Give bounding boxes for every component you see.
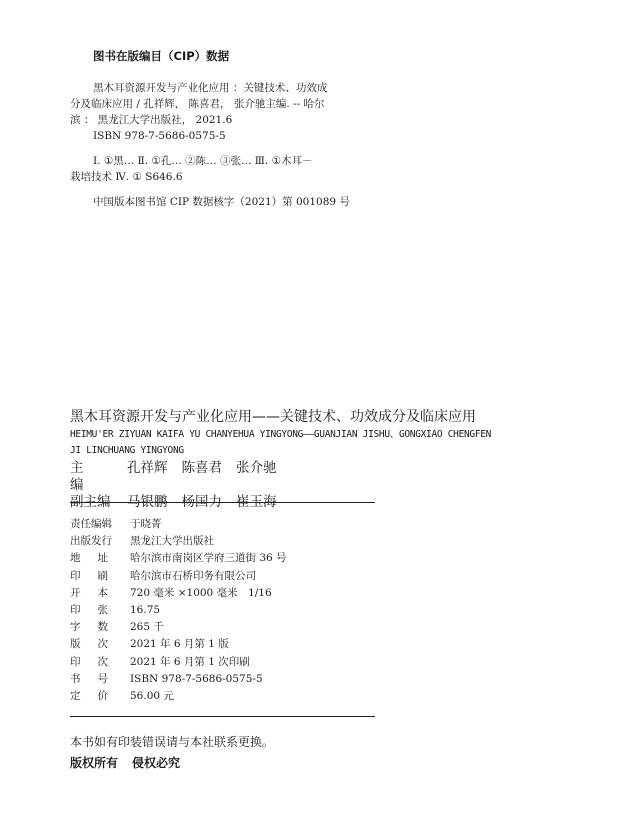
- cip-isbn: ISBN 978-7-5686-0575-5: [93, 130, 226, 142]
- copyright-statement: [70, 754, 180, 771]
- chief-editor-label: 主编: [70, 460, 101, 493]
- publication-value: 黑龙江大学出版社: [130, 535, 214, 548]
- publication-key: 印张: [70, 604, 125, 617]
- publication-row: [70, 602, 287, 619]
- cip-record-number: [70, 194, 400, 210]
- publication-value: 720 毫米 ×1000 毫米 1/16: [130, 586, 272, 599]
- deputy-editor-label: 副主编: [70, 494, 111, 510]
- publication-key: 印刷: [70, 569, 125, 582]
- editor-name: 马银鹏: [127, 494, 168, 510]
- publication-value: 2021 年 6 月第 1 次印刷: [130, 655, 250, 668]
- publication-info: [70, 516, 287, 705]
- publication-row: [70, 550, 287, 567]
- publication-key: 责任编辑: [70, 518, 112, 530]
- editor-name: 孔祥辉: [127, 460, 168, 476]
- publication-value: 于晓菁: [130, 518, 162, 530]
- editors: [70, 460, 291, 511]
- publication-value: 56.00 元: [130, 690, 174, 703]
- publication-value: 265 千: [130, 621, 164, 634]
- pinyin-line: JI LINCHUANG YINGYONG: [70, 445, 184, 456]
- replacement-notice: 本书如有印装错误请与本社联系更换。: [70, 735, 275, 749]
- book-title: 黑木耳资源开发与产业化应用——关键技术、功效成分及临床应用: [70, 409, 476, 425]
- divider: [70, 716, 375, 717]
- publication-key: 地址: [70, 552, 125, 565]
- publication-value: 哈尔滨市南岗区学府三道街 36 号: [130, 552, 287, 565]
- publication-key: 书号: [70, 672, 125, 685]
- editor-name: 张介驰: [236, 460, 277, 476]
- cip-line: 中国版本图书馆 CIP 数据核字（2021）第 001089 号: [93, 196, 350, 208]
- cip-heading: 图书在版编目（CIP）数据: [93, 49, 230, 63]
- publication-row: [70, 671, 287, 688]
- chief-editors-row: [70, 460, 291, 494]
- editor-name: 崔玉海: [236, 494, 277, 510]
- publication-value: 2021 年 6 月第 1 版: [130, 638, 229, 651]
- editor-name: 杨国力: [181, 494, 222, 510]
- publication-row: [70, 568, 287, 585]
- divider: [70, 502, 375, 503]
- publication-row: [70, 654, 287, 671]
- cip-line: 滨 ： 黑龙江大学出版社， 2021.6: [70, 114, 233, 126]
- publication-key: 印次: [70, 655, 125, 668]
- publication-row: [70, 636, 287, 653]
- publication-key: 开本: [70, 586, 125, 599]
- cip-classification: [70, 153, 400, 185]
- cip-line: 黑木耳资源开发与产业化应用 ：关键技术、功效成: [93, 82, 328, 94]
- publication-row: [70, 688, 287, 705]
- cip-line: 分及临床应用 / 孔祥辉， 陈喜君， 张介驰主编. -- 哈尔: [70, 98, 325, 110]
- publication-row: [70, 619, 287, 636]
- cip-line: Ⅰ. ①黑… Ⅱ. ①孔… ②陈… ③张… Ⅲ. ①木耳－: [93, 155, 313, 167]
- publication-key: 出版发行: [70, 535, 112, 548]
- publication-value: 16.75: [130, 604, 161, 617]
- publication-row: [70, 533, 287, 550]
- chief-editor-names: [127, 460, 291, 494]
- publication-key: 定价: [70, 690, 125, 703]
- copyright-text: 版权所有: [70, 756, 119, 770]
- editor-name: 陈喜君: [181, 460, 222, 476]
- copyright-text: 侵权必究: [132, 756, 181, 770]
- book-title-pinyin: [70, 427, 570, 459]
- publication-key: 字数: [70, 621, 125, 634]
- publication-key: 版次: [70, 638, 125, 651]
- cip-bibliographic-record: [70, 80, 400, 144]
- cip-line: 栽培技术 Ⅳ. ① S646.6: [70, 171, 183, 183]
- publication-row: [70, 516, 287, 533]
- publication-row: [70, 585, 287, 602]
- pinyin-line: HEIMU'ER ZIYUAN KAIFA YU CHANYEHUA YINGYONG——GUANJIAN JISHU、GONGXIAO CHENGFEN: [70, 429, 492, 440]
- publication-value: ISBN 978-7-5686-0575-5: [130, 672, 263, 685]
- publication-value: 哈尔滨市石桥印务有限公司: [130, 569, 256, 582]
